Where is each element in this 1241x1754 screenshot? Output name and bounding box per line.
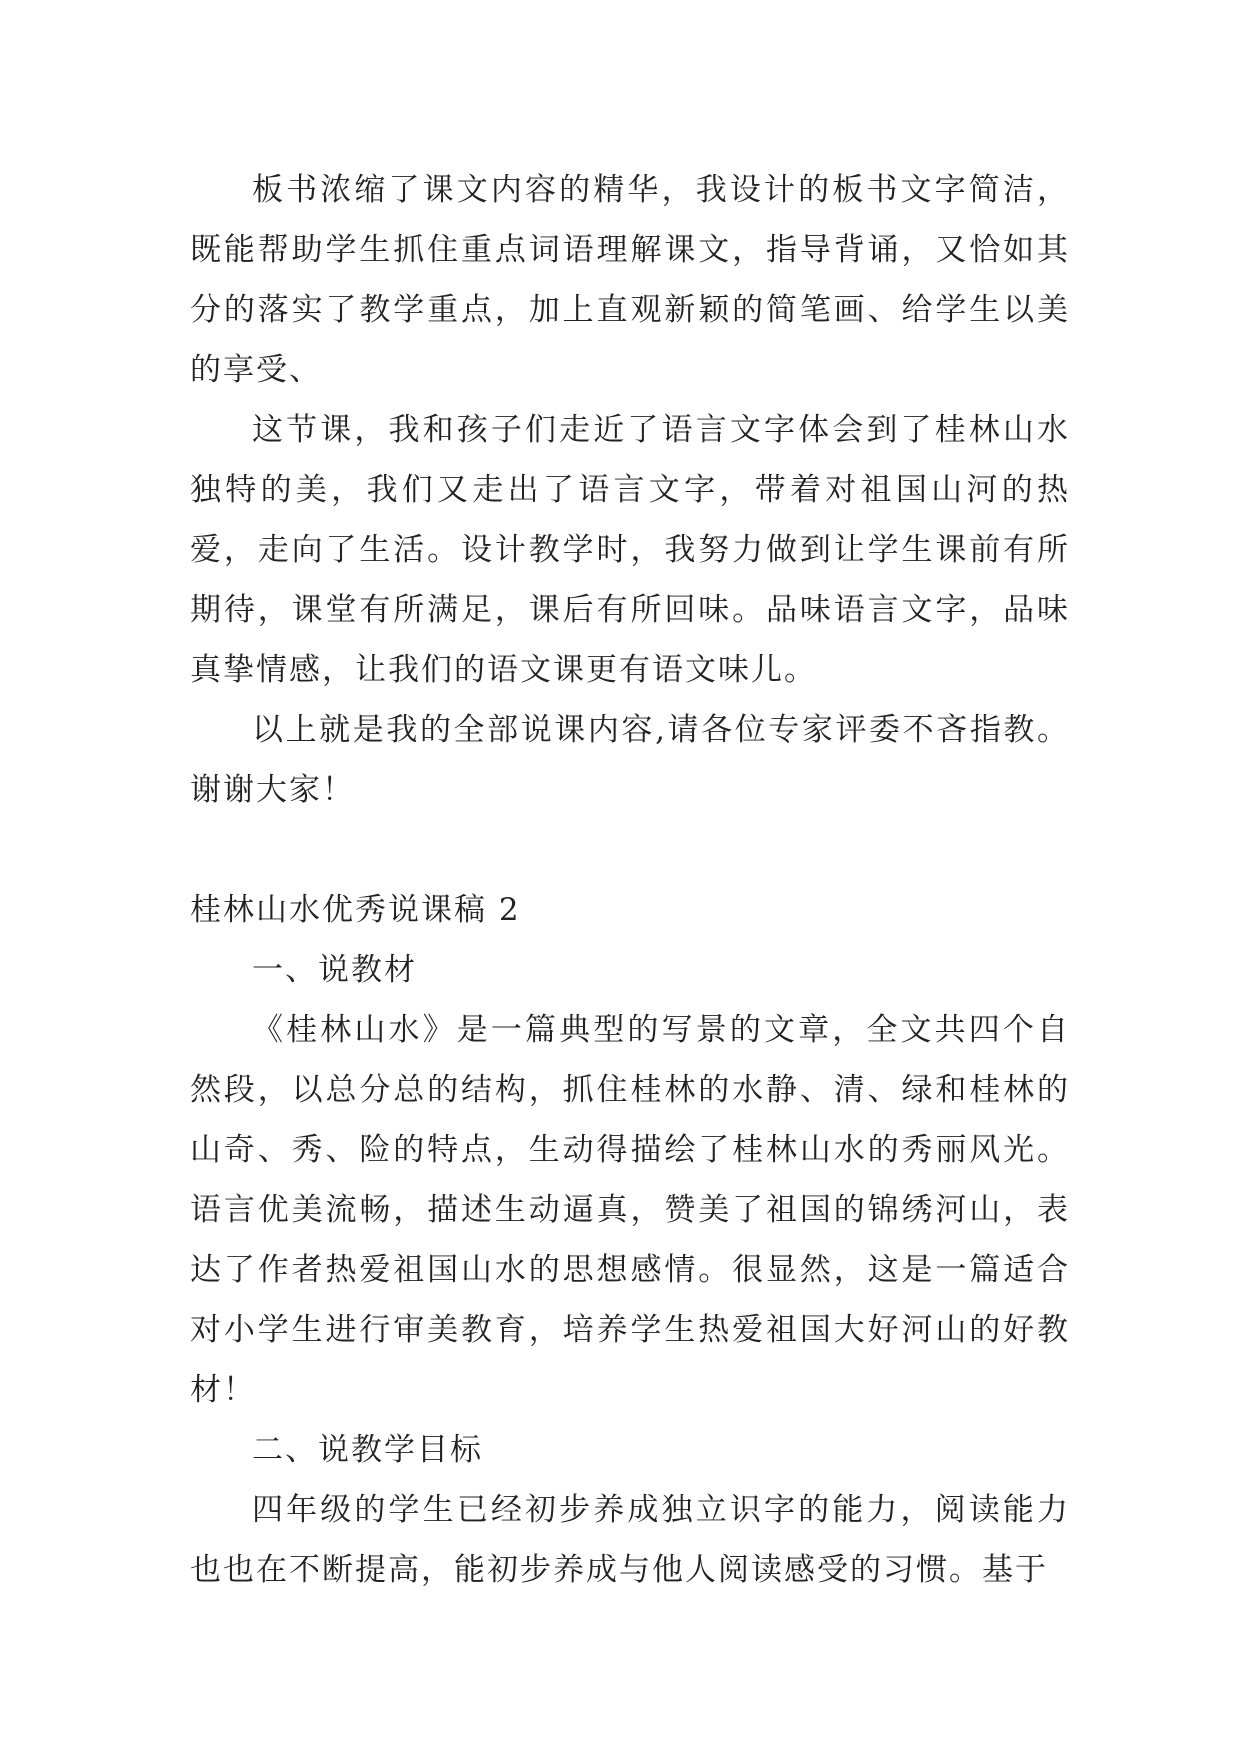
paragraph-blackboard-design: 板书浓缩了课文内容的精华，我设计的板书文字简洁，既能帮助学生抓住重点词语理解课文，指导背诵，又恰如其分的落实了教学重点，加上直观新颖的简笔画、给学生以美的享受、 xyxy=(190,172,1070,388)
section-spacer xyxy=(190,820,1070,880)
paragraph-textbook: 《桂林山水》是一篇典型的写景的文章，全文共四个自然段，以总分总的结构，抓住桂林的水静、清、绿和桂林的山奇、秀、险的特点，生动得描绘了桂林山水的秀丽风光。语言优美流畅，描述生动逼真，赞美了祖国的锦绣河山，表达了作者热爱祖国山水的思想感情。很显然，这是一篇适合对小学生进行审美教育，培养学生热爱祖国大好河山的好教材！ xyxy=(190,1012,1070,1408)
subheading-textbook: 一、说教材 xyxy=(252,952,417,988)
paragraph-teaching-goals: 四年级的学生已经初步养成独立识字的能力，阅读能力也也在不断提高，能初步养成与他人阅读感受的习惯。基于 xyxy=(190,1492,1070,1588)
document-body xyxy=(190,160,1070,1600)
paragraph-lesson-summary: 这节课，我和孩子们走近了语言文字体会到了桂林山水独特的美，我们又走出了语言文字，带着对祖国山河的热爱，走向了生活。设计教学时，我努力做到让学生课前有所期待，课堂有所满足，课后有所回味。品味语言文字，品味真挚情感，让我们的语文课更有语文味儿。 xyxy=(190,412,1070,688)
section-title: 桂林山水优秀说课稿 2 xyxy=(190,892,521,928)
subheading-teaching-goals: 二、说教学目标 xyxy=(252,1432,483,1468)
paragraph-closing-thanks: 以上就是我的全部说课内容,请各位专家评委不吝指教。谢谢大家！ xyxy=(190,712,1070,808)
